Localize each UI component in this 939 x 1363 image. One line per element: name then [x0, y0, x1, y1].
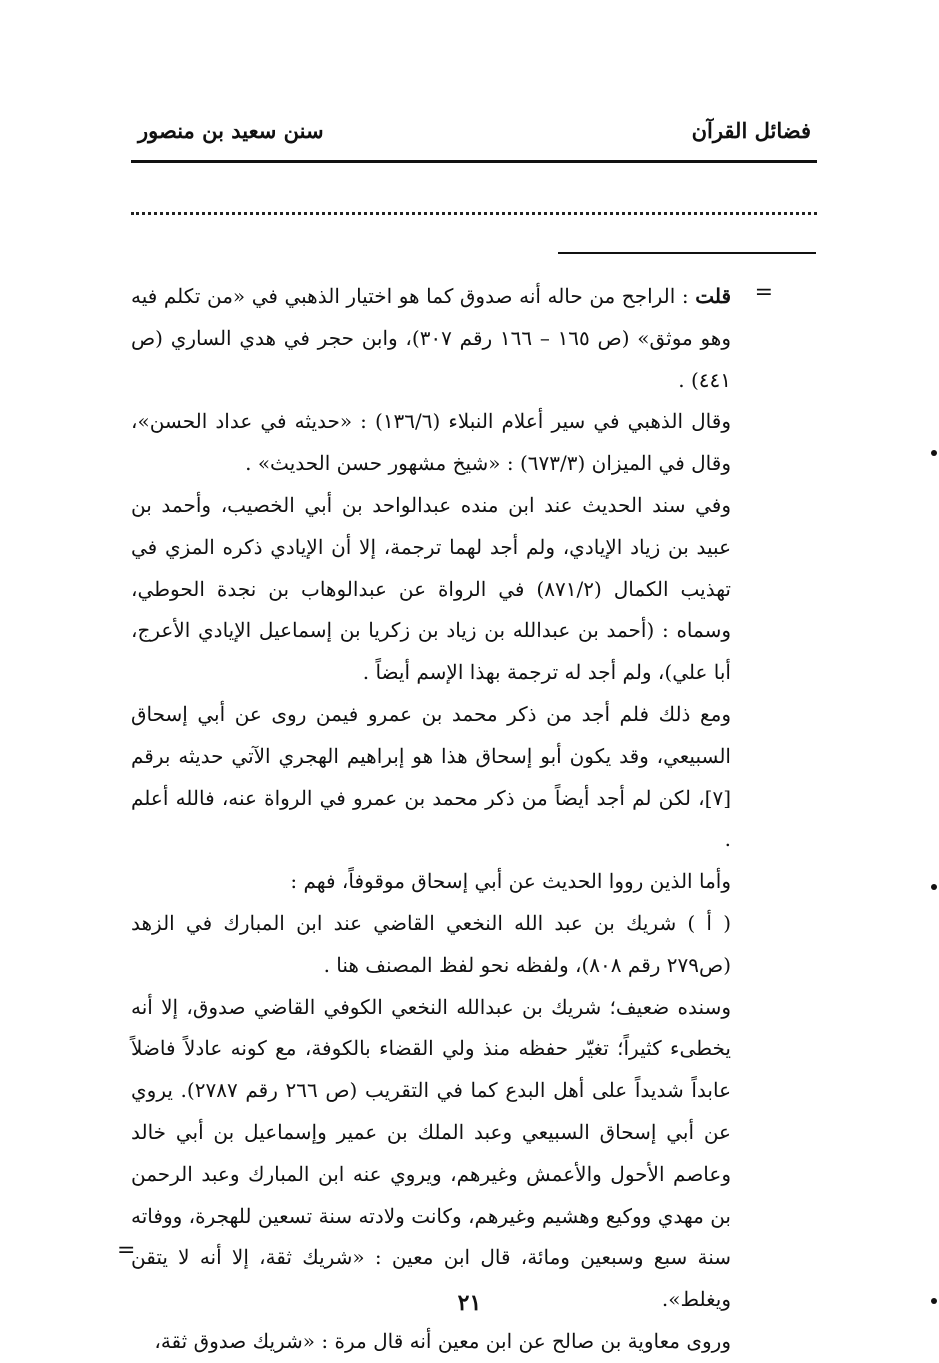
- running-header-section: فضائل القرآن: [691, 118, 811, 143]
- header-divider: [131, 160, 817, 163]
- footnote-divider: [558, 252, 816, 254]
- paragraph-8: وروى معاوية بن صالح عن ابن معين أنه قال مرة : «شريك صدوق ثقة،: [154, 1328, 731, 1353]
- paragraph-3: وفي سند الحديث عند ابن منده عبدالواحد بن أبي الخصيب، وأحمد بن عبيد بن زياد الإيادي، ولم أجد لهما ترجمة، إلا أن الإيادي ذكره المزي في تهذيب الكمال (٨٧١/٢) في الرواة عن عبدالوهاب بن نجدة الحوطي، وسماه : (أحمد بن عبدالله بن زياد بن زكريا بن إسماعيل الإيادي الأعرج، أبا علي)، ولم أجد له ترجمة بهذا الإسم أيضاً .: [131, 492, 732, 685]
- paragraph-4: ومع ذلك فلم أجد من ذكر محمد بن عمرو فيمن روى عن أبي إسحاق السبيعي، وقد يكون أبو إسحاق هذا هو إبراهيم الهجري الآتي حديثه برقم [٧]، لكن لم أجد أيضاً من ذكر محمد بن عمرو في الرواة عنه، فالله أعلم .: [131, 701, 731, 852]
- paragraph-1-text: : الراجح من حاله أنه صدوق كما هو اختيار الذهبي في «من تكلم فيه وهو موثق» (ص ١٦٥ – ١٦٦ رقم ٣٠٧)، وابن حجر في هدي الساري (ص ٤٤١) .: [131, 284, 731, 392]
- continuation-marker-start: =: [754, 280, 773, 305]
- paragraph-7: وسنده ضعيف؛ شريك بن عبدالله النخعي الكوفي القاضي صدوق، إلا أنه يخطىء كثيراً؛ تغيّر حفظه منذ ولي القضاء بالكوفة، مع كونه عادلاً فاضلاً عابداً شديداً على أهل البدع كما في التقريب (ص ٢٦٦ رقم ٢٧٨٧). يروي عن أبي إسحاق السبيعي وعبد الملك بن عمير وإسماعيل بن أبي خالد وعاصم الأحول والأعمش وغيرهم، ويروي عنه ابن المبارك وعبد الرحمن بن مهدي ووكيع وهشيم وغيرهم، وكانت ولادته سنة تسعين للهجرة، ووفاته سنة سبع وسبعين ومائة، قال ابن معين : «شريك ثقة، إلا أنه لا يتقن ويغلط».: [131, 994, 731, 1312]
- scan-speck: [931, 884, 937, 890]
- scan-speck: [931, 1298, 937, 1304]
- paragraph-keyword: قلت: [695, 284, 732, 308]
- page-number: ٢١: [457, 1290, 482, 1316]
- footnote-body: [131, 276, 731, 1363]
- paragraph-1: [131, 276, 731, 401]
- dotted-divider: [131, 212, 817, 215]
- continuation-marker-end: =: [117, 1238, 136, 1263]
- scan-speck: [931, 450, 937, 456]
- paragraph-6: ( أ ) شريك بن عبد الله النخعي القاضي عند ابن المبارك في الزهد (ص٢٧٩ رقم ٨٠٨)، ولفظه نحو لفظ المصنف هنا .: [131, 910, 731, 977]
- paragraph-2: وقال الذهبي في سير أعلام النبلاء (١٣٦/٦) : «حديثه في عداد الحسن»، وقال في الميزان (٦٧٣/٣) : «شيخ مشهور حسن الحديث» .: [131, 409, 731, 476]
- running-header-title: سنن سعيد بن منصور: [138, 118, 324, 143]
- paragraph-5: وأما الذين رووا الحديث عن أبي إسحاق موقوفاً، فهم :: [290, 869, 731, 894]
